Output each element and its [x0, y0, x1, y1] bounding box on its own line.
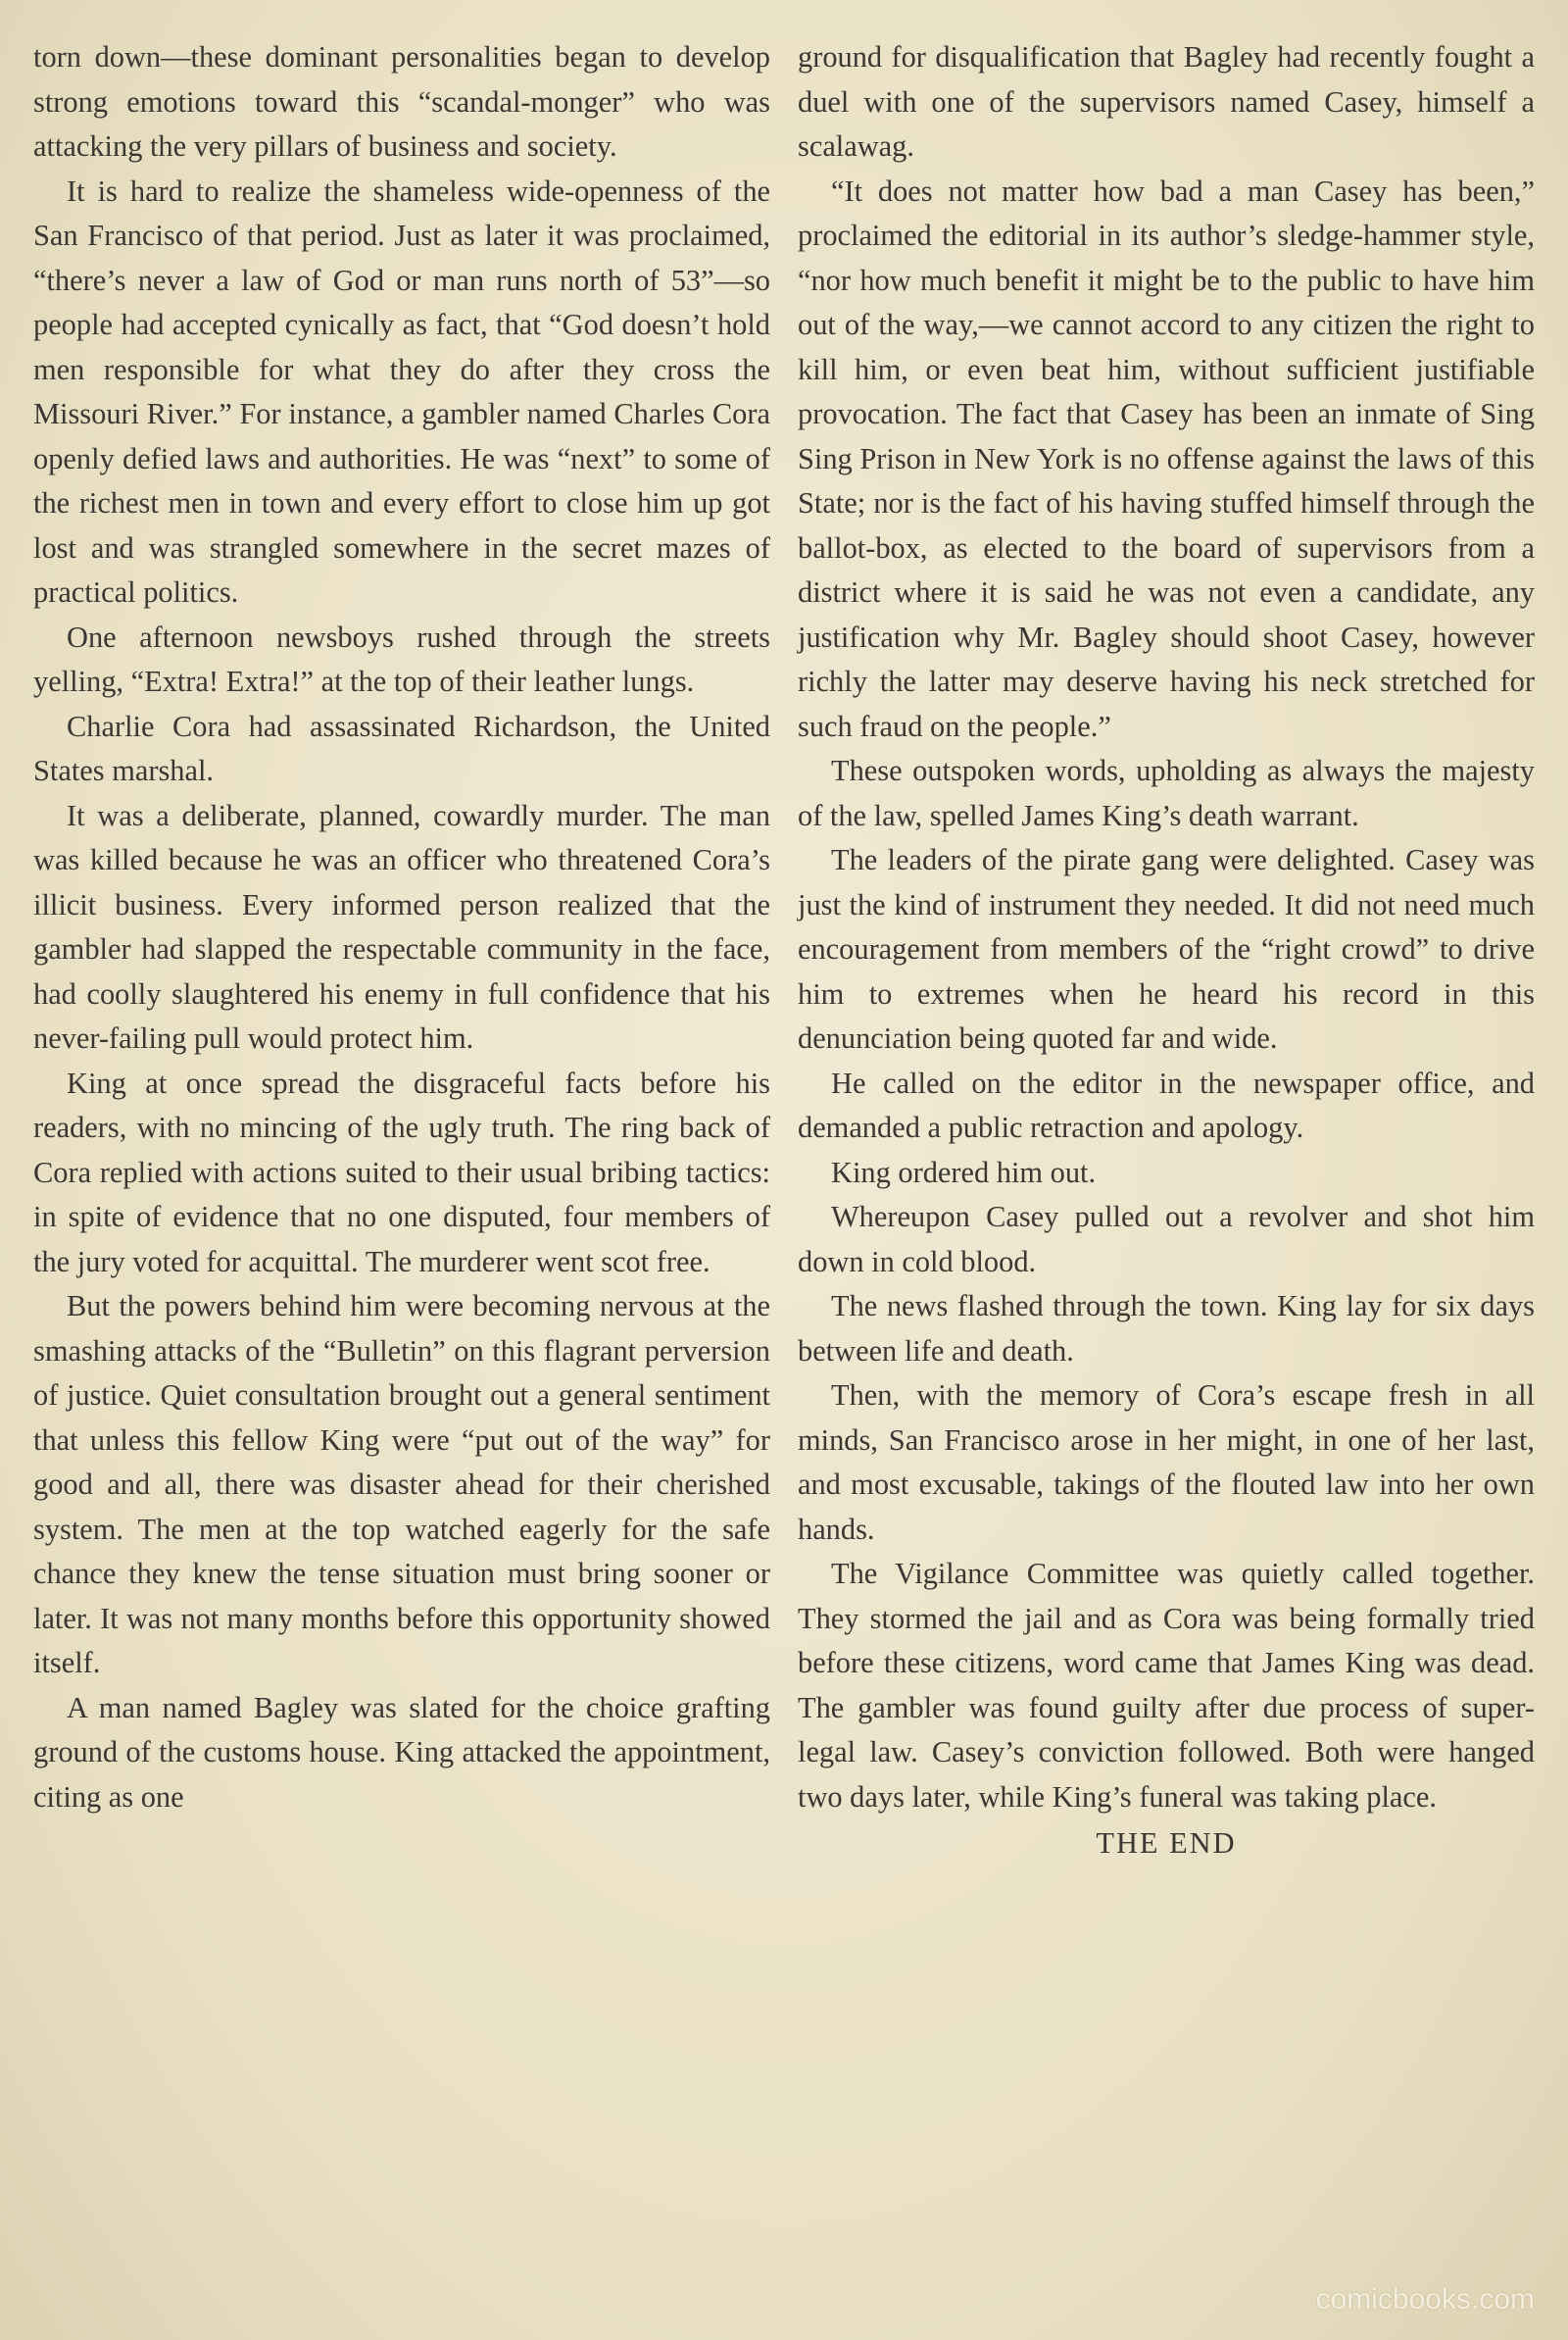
paragraph: ground for disqualification that Bagley had recently fought a duel with one of the supervisors named Casey, himself a scalawag. — [798, 40, 1535, 163]
paragraph: torn down—these dominant personalities began to develop strong emotions toward this “scandal-monger” who was attacking the very pillars of business and society. — [33, 40, 770, 163]
paragraph: It was a deliberate, planned, cowardly murder. The man was killed because he was an officer who threatened Cora’s illicit business. Every informed person realized that the gambler had slapped the respectable community in the face, had coolly slaughtered his enemy in full confidence that his never-failing pull would protect him. — [33, 798, 770, 1055]
paragraph: He called on the editor in the newspaper office, and demanded a public retraction and apology. — [798, 1066, 1535, 1144]
paragraph: The leaders of the pirate gang were delighted. Casey was just the kind of instrument they needed. It did not need much encouragement from members of the “right crowd” to drive him to extremes when he heard his record in this denunciation being quoted far and wide. — [798, 843, 1535, 1055]
paragraph: But the powers behind him were becoming nervous at the smashing attacks of the “Bulletin” on this flagrant perversion of justice. Quiet consultation brought out a general sentiment that unless this fellow King were “put out of the way” for good and all, there was disaster ahead for their cherished system. The men at the top watched eagerly for the safe chance they knew the tense situation must bring sooner or later. It was not many months before this opportunity showed itself. — [33, 1289, 770, 1679]
the-end-heading: THE END — [1096, 1826, 1237, 1860]
paragraph: Charlie Cora had assassinated Richardson, the United States marshal. — [33, 709, 770, 787]
paragraph: A man named Bagley was slated for the choice grafting ground of the customs house. King attacked the appointment, citing as one — [33, 1690, 770, 1814]
paragraph: One afternoon newsboys rushed through the streets yelling, “Extra! Extra!” at the top of their leather lungs. — [33, 620, 770, 698]
site-watermark: comicbooks.com — [1315, 2283, 1535, 2315]
paragraph: These outspoken words, upholding as always the majesty of the law, spelled James King’s death warrant. — [798, 754, 1535, 832]
paragraph: Whereupon Casey pulled out a revolver and shot him down in cold blood. — [798, 1200, 1535, 1278]
paragraph: King ordered him out. — [831, 1155, 1097, 1189]
paragraph: The Vigilance Committee was quietly called together. They stormed the jail and as Cora was being formally tried before these citizens, word came that James King was dead. The gambler was found guilty after due process of super-legal law. Casey’s conviction followed. Both were hanged two days later, while King’s funeral was taking place. — [798, 1557, 1535, 1814]
paragraph: The news flashed through the town. King lay for six days between life and death. — [798, 1289, 1535, 1368]
paragraph: “It does not matter how bad a man Casey has been,” proclaimed the editorial in its author’s sledge-hammer style, “nor how much benefit it might be to the public to have him out of the way,—we cannot accord to any citizen the right to kill him, or even beat him, without sufficient justifiable provocation. The fact that Casey has been an inmate of Sing Sing Prison in New York is no offense against the laws of this State; nor is the fact of his having stuffed himself through the ballot-box, as elected to the board of supervisors from a district where it is said he was not even a candidate, any justification why Mr. Bagley should shoot Casey, however richly the latter may deserve having his neck stretched for such fraud on the people.” — [798, 174, 1535, 743]
paragraph: It is hard to realize the shameless wide-openness of the San Francisco of that period. Just as later it was proclaimed, “there’s never a law of God or man runs north of 53”—so people had accepted cynically as fact, that “God doesn’t hold men responsible for what they do after they cross the Missouri River.” For instance, a gambler named Charles Cora openly defied laws and authorities. He was “next” to some of the richest men in town and every effort to close him up got lost and was strangled somewhere in the secret mazes of practical politics. — [33, 174, 770, 609]
left-column — [33, 35, 770, 1819]
paragraph: King at once spread the disgraceful facts before his readers, with no mincing of the ugly truth. The ring back of Cora replied with actions suited to their usual bribing tactics: in spite of evidence that no one disputed, four members of the jury voted for acquittal. The murderer went scot free. — [33, 1066, 770, 1278]
paragraph: Then, with the memory of Cora’s escape fresh in all minds, San Francisco arose in her might, in one of her last, and most excusable, takings of the flouted law into her own hands. — [798, 1378, 1535, 1546]
right-column — [798, 35, 1535, 1867]
